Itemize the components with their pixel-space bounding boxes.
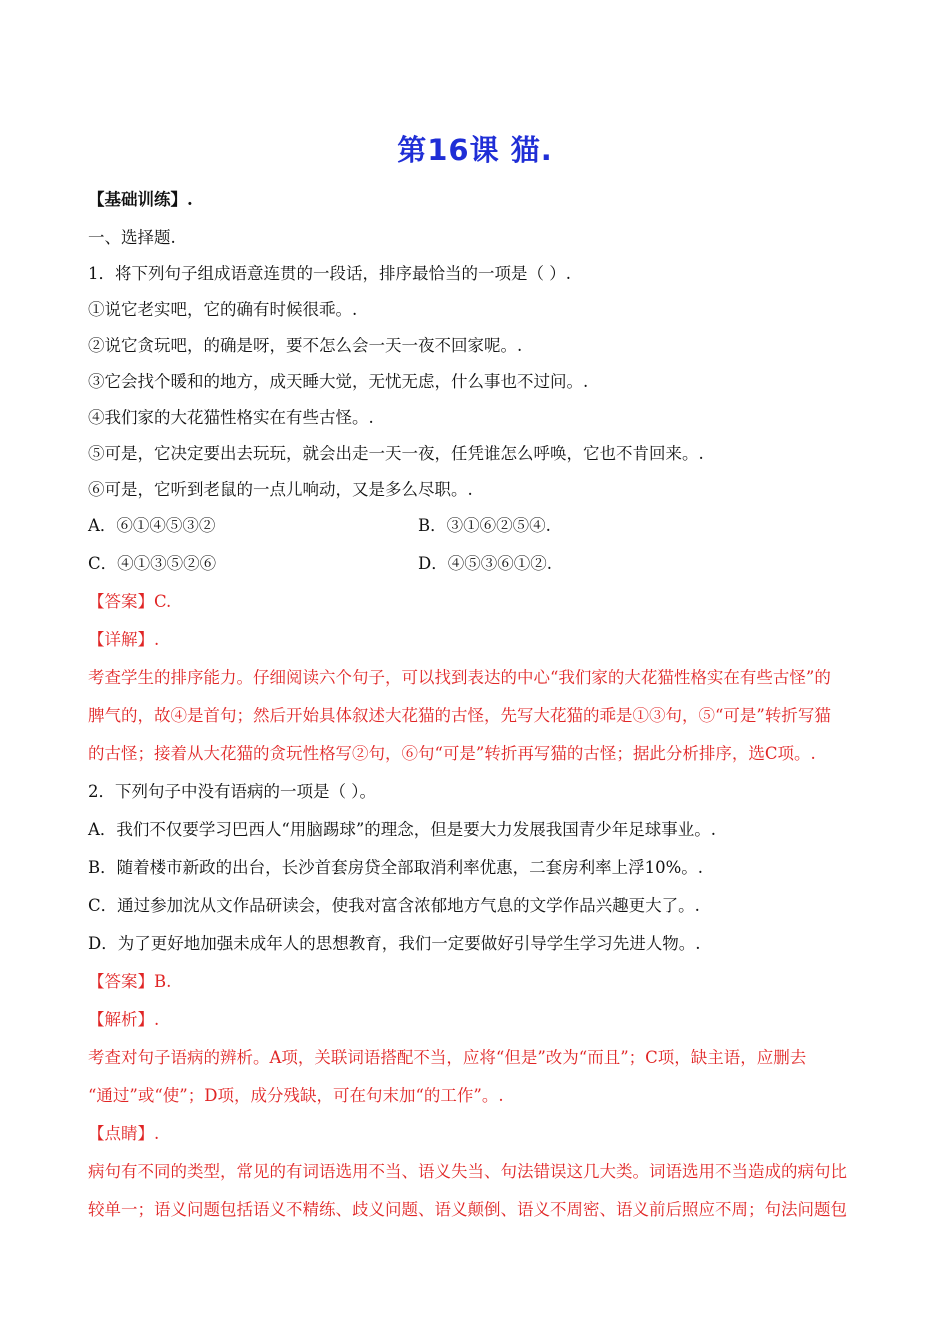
- q2-tip-heading: 【点睛】.: [88, 1124, 160, 1143]
- q1-answer: 【答案】C.: [88, 592, 172, 611]
- q1-stem: 1．将下列句子组成语意连贯的一段话，排序最恰当的一项是（ ）.: [88, 264, 571, 283]
- section-heading-choice: 一、选择题.: [88, 228, 176, 247]
- q2-tip-line-1: 病句有不同的类型，常见的有词语选用不当、语义失当、句法错误这几大类。词语选用不当造成的病句比: [88, 1162, 847, 1181]
- page-title: 第16课 猫.: [397, 133, 553, 167]
- q1-sentence-3: ③它会找个暖和的地方，成天睡大觉，无忧无虑，什么事也不过问。.: [88, 372, 589, 391]
- q1-analysis-line-2: 脾气的，故④是首句；然后开始具体叙述大花猫的古怪，先写大花猫的乖是①③句，⑤“可是”转折写猫: [88, 706, 831, 725]
- q2-analysis-line-1: 考查对句子语病的辨析。A项，关联词语搭配不当，应将“但是”改为“而且”；C项，缺主语，应删去: [88, 1048, 807, 1067]
- q1-option-b: B．③①⑥②⑤④.: [418, 516, 551, 535]
- q1-sentence-6: ⑥可是，它听到老鼠的一点儿响动，又是多么尽职。.: [88, 480, 473, 499]
- q1-sentence-4: ④我们家的大花猫性格实在有些古怪。.: [88, 408, 374, 427]
- q2-analysis-heading: 【解析】.: [88, 1010, 160, 1029]
- q1-sentence-1: ①说它老实吧，它的确有时候很乖。.: [88, 300, 358, 319]
- q1-sentence-2: ②说它贪玩吧，的确是呀，要不怎么会一天一夜不回家呢。.: [88, 336, 523, 355]
- q1-analysis-line-1: 考查学生的排序能力。仔细阅读六个句子，可以找到表达的中心“我们家的大花猫性格实在有些古怪”的: [88, 668, 831, 687]
- q1-option-d: D．④⑤③⑥①②.: [418, 554, 552, 573]
- q2-analysis-line-2: “通过”或“使”；D项，成分残缺，可在句末加“的工作”。.: [88, 1086, 504, 1105]
- q2-stem: 2．下列句子中没有语病的一项是（ ）。: [88, 782, 376, 801]
- q2-option-b: B．随着楼市新政的出台，长沙首套房贷全部取消利率优惠，二套房利率上浮10%。.: [88, 858, 704, 877]
- q1-analysis-line-3: 的古怪；接着从大花猫的贪玩性格写②句，⑥句“可是”转折再写猫的古怪；据此分析排序，选C项。.: [88, 744, 816, 763]
- q1-option-c: C．④①③⑤②⑥: [88, 554, 217, 573]
- q1-sentence-5: ⑤可是，它决定要出去玩玩，就会出走一天一夜，任凭谁怎么呼唤，它也不肯回来。.: [88, 444, 704, 463]
- q1-analysis-heading: 【详解】.: [88, 630, 160, 649]
- q1-option-a: A．⑥①④⑤③②: [88, 516, 216, 535]
- q2-answer: 【答案】B.: [88, 972, 172, 991]
- section-heading-basic: 【基础训练】.: [88, 190, 193, 209]
- q2-option-d: D．为了更好地加强未成年人的思想教育，我们一定要做好引导学生学习先进人物。.: [88, 934, 701, 953]
- q2-tip-line-2: 较单一；语义问题包括语义不精练、歧义问题、语义颠倒、语义不周密、语义前后照应不周；句法问题包: [88, 1200, 847, 1219]
- q2-option-c: C．通过参加沈从文作品研读会，使我对富含浓郁地方气息的文学作品兴趣更大了。.: [88, 896, 700, 915]
- q2-option-a: A．我们不仅要学习巴西人“用脑踢球”的理念，但是要大力发展我国青少年足球事业。.: [88, 820, 717, 839]
